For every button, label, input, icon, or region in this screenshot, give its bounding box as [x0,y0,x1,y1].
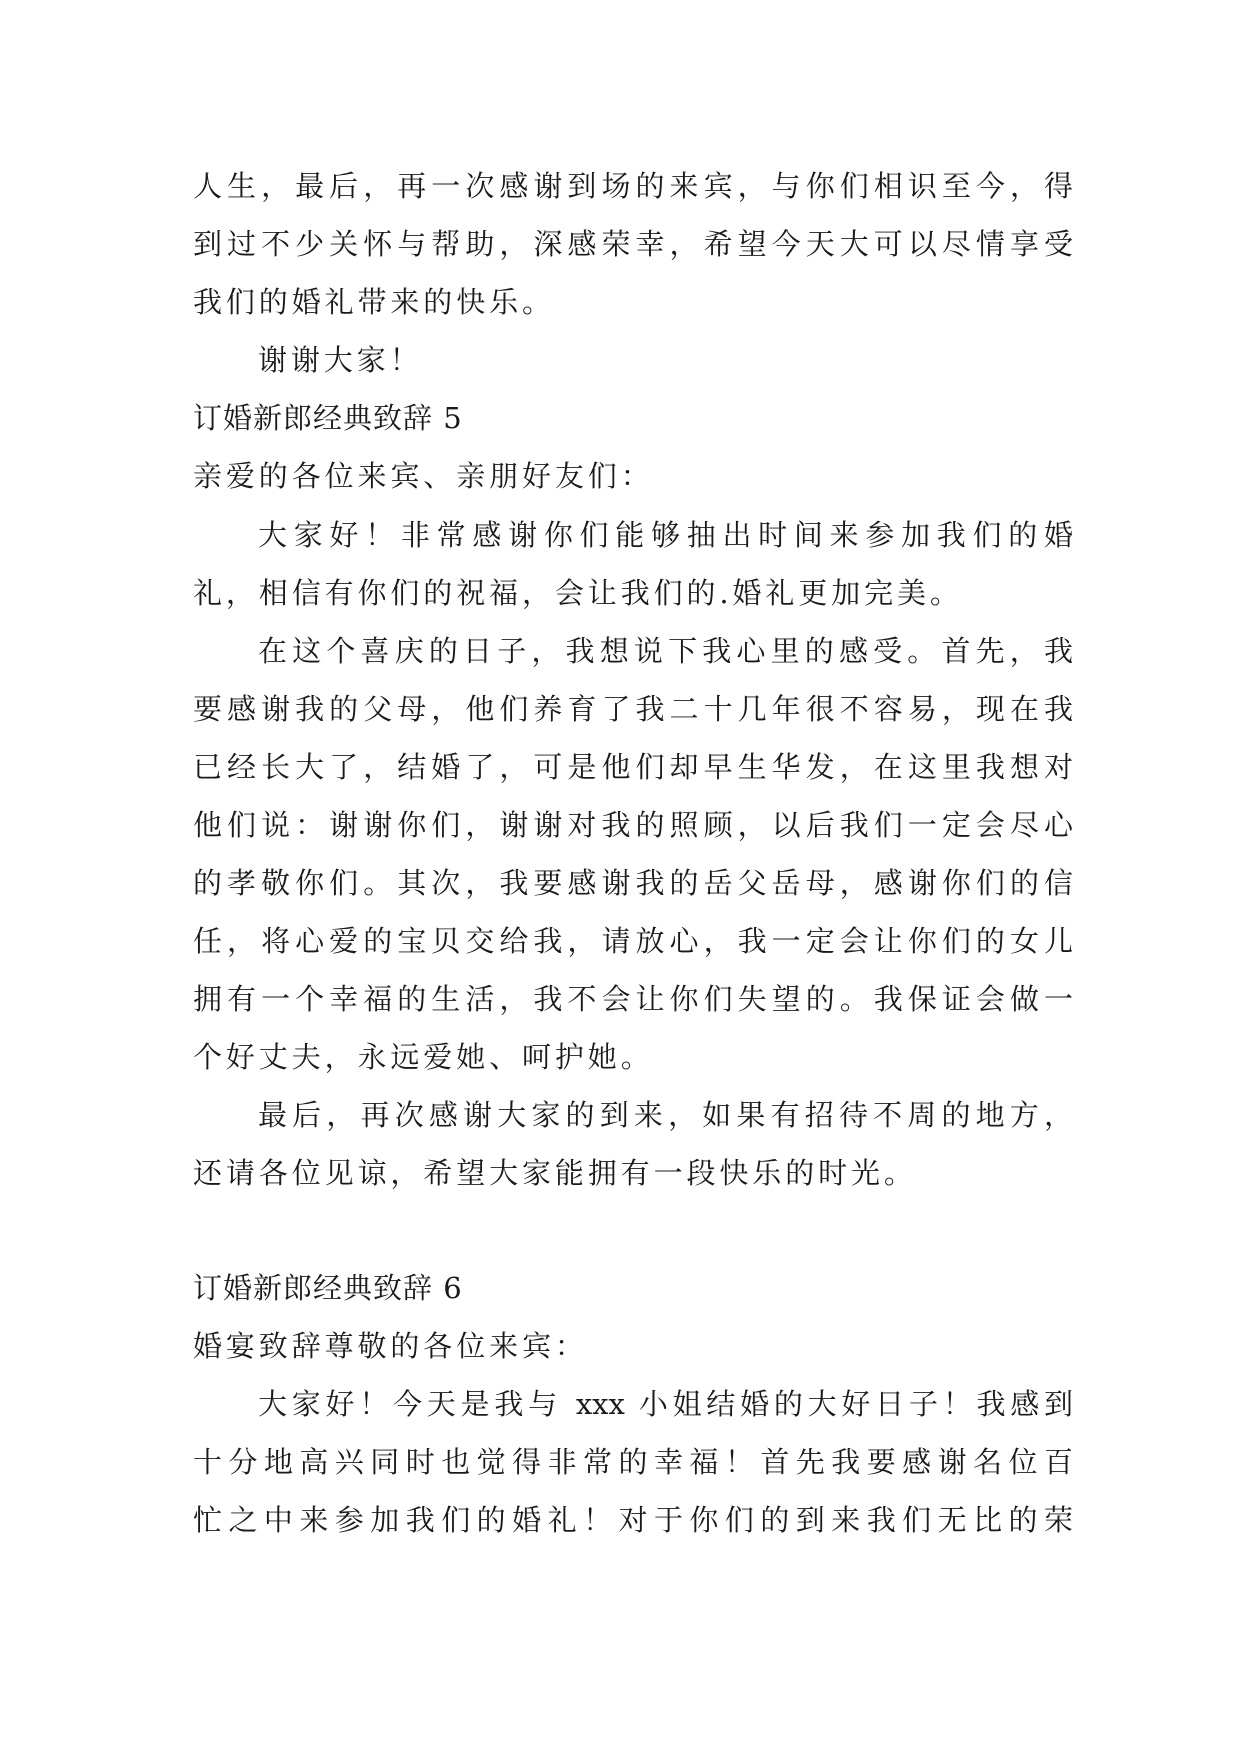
section-heading: 订婚新郎经典致辞 6 [193,1271,463,1305]
paragraph-line: 谢谢大家！ [258,343,423,377]
paragraph-line: 最后，再次感谢大家的到来，如果有招待不周的地方， [258,1098,1073,1132]
paragraph-line: 任，将心爱的宝贝交给我，请放心，我一定会让你们的女儿 [193,924,1073,958]
paragraph-line: 十分地高兴同时也觉得非常的幸福！首先我要感谢名位百 [193,1445,1073,1479]
section-heading: 订婚新郎经典致辞 5 [193,401,463,435]
paragraph-line: 人生，最后，再一次感谢到场的来宾，与你们相识至今，得 [193,169,1073,203]
paragraph-line: 已经长大了，结婚了，可是他们却早生华发，在这里我想对 [193,750,1073,784]
paragraph-line: 个好丈夫，永远爱她、呵护她。 [193,1040,654,1074]
paragraph-line: 在这个喜庆的日子，我想说下我心里的感受。首先，我 [258,634,1073,668]
paragraph-line: 他们说：谢谢你们，谢谢对我的照顾，以后我们一定会尽心 [193,808,1073,842]
paragraph-line: 大家好！非常感谢你们能够抽出时间来参加我们的婚 [258,518,1073,552]
paragraph-line: 礼，相信有你们的祝福，会让我们的.婚礼更加完美。 [193,576,963,610]
paragraph-line: 拥有一个幸福的生活，我不会让你们失望的。我保证会做一 [193,982,1073,1016]
paragraph-line: 要感谢我的父母，他们养育了我二十几年很不容易，现在我 [193,692,1073,726]
salutation: 婚宴致辞尊敬的各位来宾： [193,1329,588,1363]
salutation: 亲爱的各位来宾、亲朋好友们： [193,459,654,493]
paragraph-line: 大家好！今天是我与 xxx 小姐结婚的大好日子！我感到 [258,1387,1073,1421]
paragraph-line: 的孝敬你们。其次，我要感谢我的岳父岳母，感谢你们的信 [193,866,1073,900]
paragraph-line: 到过不少关怀与帮助，深感荣幸，希望今天大可以尽情享受 [193,227,1073,261]
paragraph-line: 忙之中来参加我们的婚礼！对于你们的到来我们无比的荣 [193,1503,1073,1537]
paragraph-line: 还请各位见谅，希望大家能拥有一段快乐的时光。 [193,1156,917,1190]
paragraph-line: 我们的婚礼带来的快乐。 [193,285,555,319]
